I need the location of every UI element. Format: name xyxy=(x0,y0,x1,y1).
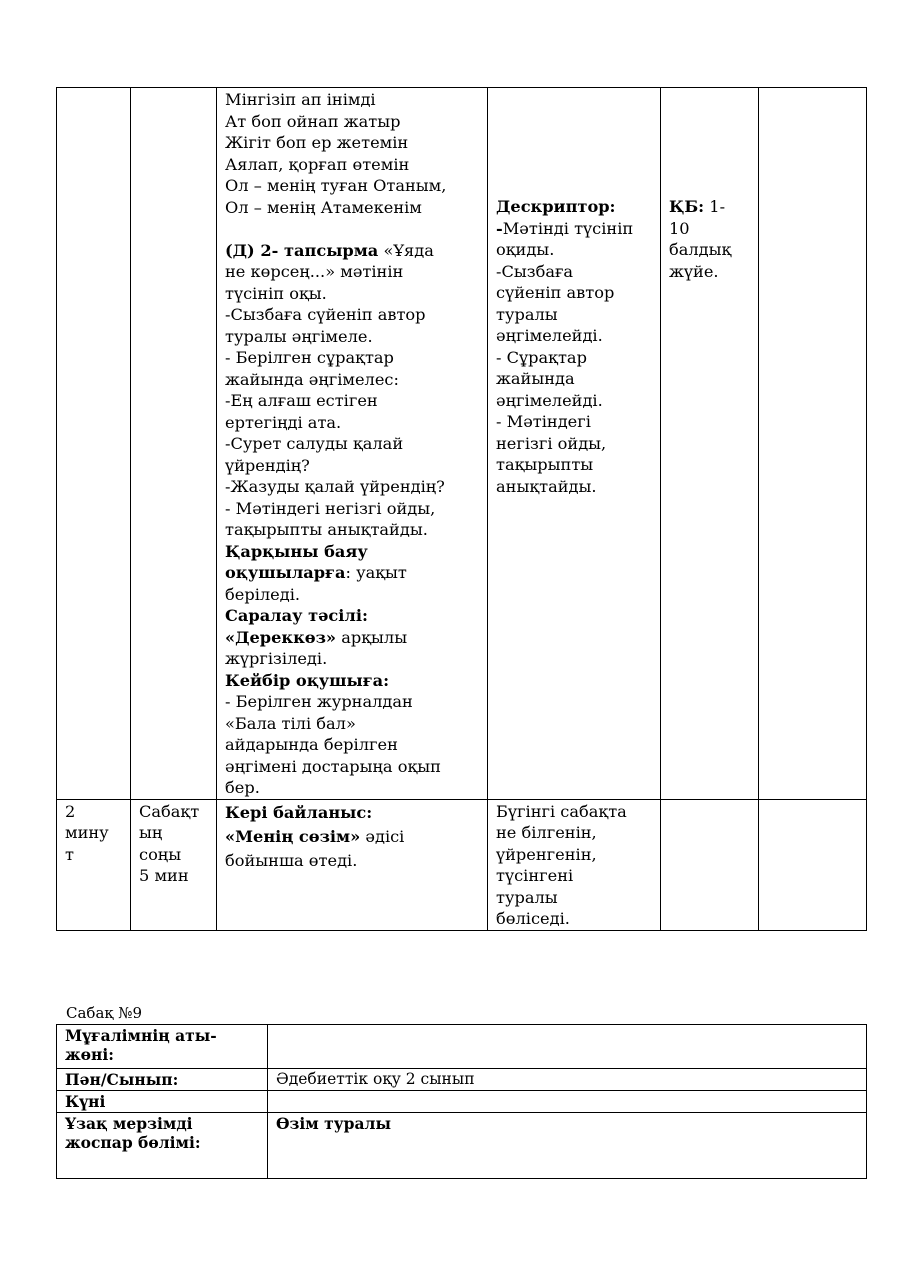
subject-label: Пән/Сынып: xyxy=(57,1069,268,1091)
descriptor-line: -Сызбаға xyxy=(496,261,574,281)
some-students-line: әңгімені достарыңа оқып xyxy=(225,756,441,776)
assessment-line: 10 xyxy=(669,218,690,238)
descriptor-line: әңгімелейді. xyxy=(496,326,603,345)
stage-cell: Сабақт ың соңы 5 мин xyxy=(131,799,217,930)
poem-line: Ат боп ойнап жатыр xyxy=(225,111,401,131)
some-students-line: «Бала тілі бал» xyxy=(225,713,356,733)
differentiation-label: Саралау тәсілі: xyxy=(225,606,368,625)
task2-text: түсініп оқы. xyxy=(225,283,327,303)
descriptor-line: анықтайды. xyxy=(496,476,597,496)
table-row xyxy=(57,799,867,930)
task-line: -Сурет салуды қалай xyxy=(225,434,404,453)
descriptor-line: негізгі ойды, xyxy=(496,433,607,453)
result-cell: Бүгінгі сабақта не білгенін, үйренгенін, түсінгені туралы бөліседі. xyxy=(488,799,661,930)
poem-line: Аялап, қорғап өтемін xyxy=(225,154,410,174)
slow-learners-label: Қарқыны баяу xyxy=(225,541,368,561)
task-line: жайында әңгімелес: xyxy=(225,369,399,389)
descriptor-line: әңгімелейді. xyxy=(496,390,603,410)
teacher-value xyxy=(268,1025,867,1069)
task-line: -Жазуды қалай үйрендің? xyxy=(225,477,445,496)
feedback-text: бойынша өтеді. xyxy=(225,850,358,870)
feedback-cell: Кері байланыс: «Менің сөзім» әдісі бойынша өтеді. xyxy=(217,799,488,930)
some-students-line: айдарында берілген xyxy=(225,735,398,754)
subject-value: Әдебиеттік оқу 2 сынып xyxy=(268,1069,867,1091)
descriptor-line: оқиды. xyxy=(496,240,555,259)
task-line: -Ең алғаш естіген xyxy=(225,391,378,410)
assessment-cell: ҚБ: 1- 10 балдық жүйе. xyxy=(661,88,759,800)
task2-label: (Д) 2- тапсырма xyxy=(225,240,379,260)
task-line: туралы әңгімеле. xyxy=(225,326,373,346)
descriptor-line: - Сұрақтар xyxy=(496,347,587,367)
feedback-method: «Менің сөзім» xyxy=(225,826,361,846)
lesson-plan-table xyxy=(56,87,867,931)
descriptor-line: жайында xyxy=(496,369,575,388)
assessment-line: жүйе. xyxy=(669,261,719,281)
poem-line: Ол – менің туған Отаным, xyxy=(225,176,447,195)
descriptor-line: туралы xyxy=(496,304,558,324)
stage-cell xyxy=(131,88,217,800)
task-line: - Берілген сұрақтар xyxy=(225,348,394,367)
table-row xyxy=(57,1025,867,1069)
poem-line: Ол – менің Атамекенім xyxy=(225,197,422,217)
plan-label: Ұзақ мерзімді жоспар бөлімі: xyxy=(57,1113,268,1179)
some-students-line: - Берілген журналдан xyxy=(225,692,413,711)
table-row xyxy=(57,1069,867,1091)
descriptor-label: Дескриптор: xyxy=(496,197,616,216)
task2-text: не көрсең...» мәтінін xyxy=(225,262,404,281)
task-line: үйрендің? xyxy=(225,455,310,475)
some-students-label: Кейбір оқушыға: xyxy=(225,670,390,690)
time-cell xyxy=(57,88,131,800)
table-row xyxy=(57,1113,867,1179)
descriptor-line: сүйеніп автор xyxy=(496,283,615,302)
task-line: тақырыпты анықтайды. xyxy=(225,520,428,539)
table-row xyxy=(57,1091,867,1113)
some-students-line: бер. xyxy=(225,778,260,797)
task-line: ертегіңді ата. xyxy=(225,412,342,432)
poem-line: Мінгізіп ап інімді xyxy=(225,90,376,109)
content-cell: Мінгізіп ап інімді Ат боп ойнап жатыр Жігіт боп ер жетемін Аялап, қорғап өтемін Ол – менің туған Отаным, Ол – менің Атамекенім (Д) 2- тапсырма «Ұяда не көрсең...» мәтінін түсініп оқы. -Сызбаға сүйеніп автор туралы әңгімеле. - Берілген сұрақтар жайында әңгімелес: -Ең алғаш естіген ертегіңді ата. -Сурет салуды қалай үйрендің? -Жазуды қалай үйрендің? - Мәтіндегі негізгі ойды, тақырыпты анықтайды. Қарқыны баяу оқушыларға: уақыт беріледі. Саралау тәсілі: «Дереккөз» арқылы жүргізіледі. Кейбір оқушыға: - Берілген журналдан «Бала тілі бал» айдарында берілген әңгімені достарыңа оқып бер. xyxy=(217,88,488,800)
task-line: -Сызбаға сүйеніп автор xyxy=(225,305,426,324)
assessment-label: ҚБ: xyxy=(669,197,705,216)
table-row xyxy=(57,88,867,800)
task2-heading: (Д) 2- тапсырма «Ұяда xyxy=(225,240,434,260)
lesson-number: Сабақ №9 xyxy=(66,1004,142,1022)
time-cell: 2 мину т xyxy=(57,799,131,930)
differentiation-text: жүргізіледі. xyxy=(225,649,328,668)
slow-learners-text: беріледі. xyxy=(225,584,301,604)
task-line: - Мәтіндегі негізгі ойды, xyxy=(225,498,436,518)
resources-cell xyxy=(759,88,867,800)
assessment-line: балдық xyxy=(669,240,732,259)
plan-value: Өзім туралы xyxy=(268,1113,867,1179)
teacher-label: Мұғалімнің аты- жөні: xyxy=(57,1025,268,1069)
differentiation-method: «Дереккөз» xyxy=(225,627,337,647)
date-label: Күні xyxy=(57,1091,268,1113)
descriptor-line: - Мәтіндегі xyxy=(496,412,591,431)
poem-line: Жігіт боп ер жетемін xyxy=(225,133,409,152)
assessment-cell xyxy=(661,799,759,930)
descriptor-line: тақырыпты xyxy=(496,455,594,474)
descriptor-cell: Дескриптор: -Мәтінді түсініп оқиды. -Сызбаға сүйеніп автор туралы әңгімелейді. - Сұрақтар жайында әңгімелейді. - Мәтіндегі негізгі ойды, тақырыпты анықтайды. xyxy=(488,88,661,800)
feedback-label: Кері байланыс: xyxy=(225,802,373,822)
resources-cell xyxy=(759,799,867,930)
lesson-info-table xyxy=(56,1024,867,1179)
date-value xyxy=(268,1091,867,1113)
slow-learners-label: оқушыларға xyxy=(225,563,346,582)
